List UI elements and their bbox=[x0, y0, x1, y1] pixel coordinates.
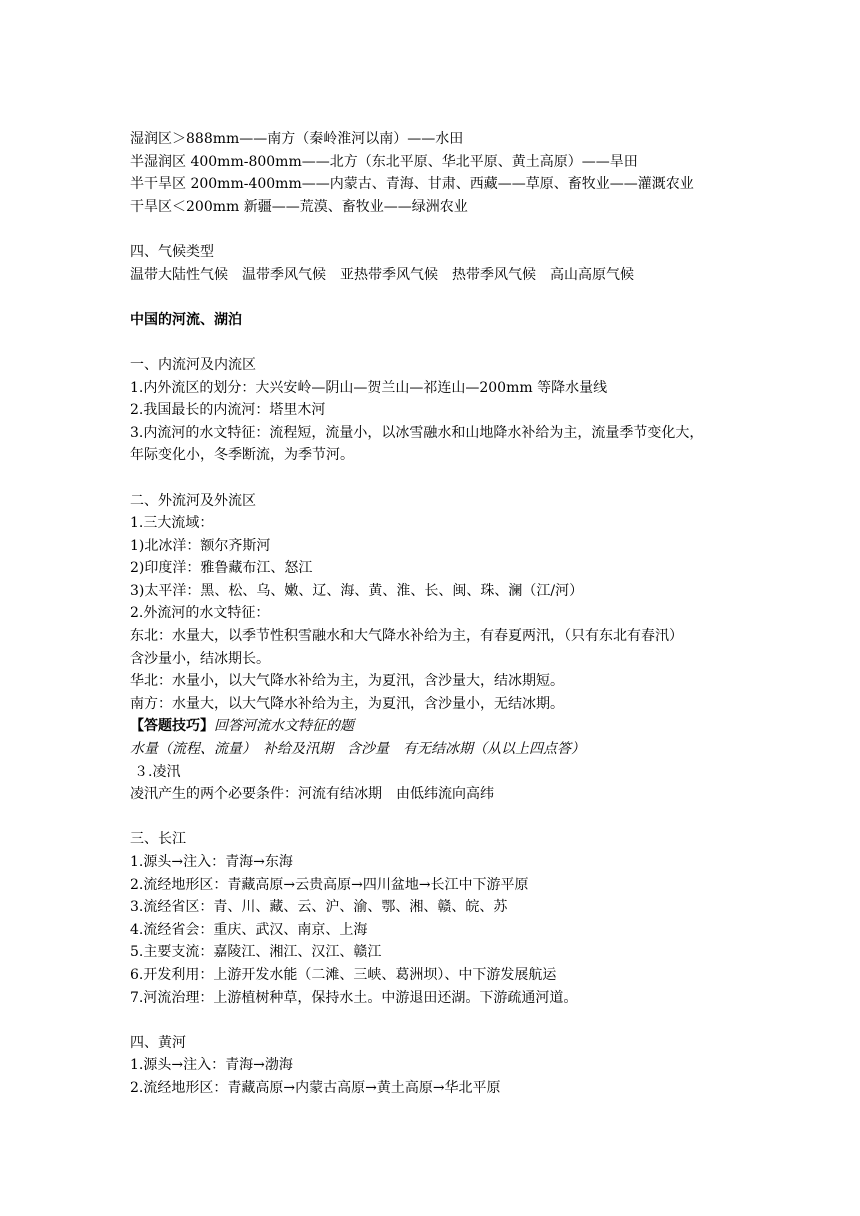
text-line: 1.源头→注入：青海→东海 bbox=[130, 854, 293, 870]
text-line: 3.流经省区：青、川、藏、云、沪、渝、鄂、湘、赣、皖、苏 bbox=[130, 899, 508, 916]
text-line: 干旱区＜200mm 新疆——荒漠、畜牧业——绿洲农业 bbox=[130, 198, 468, 215]
text-line: 湿润区＞888mm——南方（秦岭淮河以南）——水田 bbox=[130, 131, 464, 147]
tip-text: 回答河流水文特征的题 bbox=[214, 718, 354, 735]
text-line: 凌汛产生的两个必要条件：河流有结冰期 由低纬流向高纬 bbox=[130, 786, 494, 803]
text-line: 7.河流治理：上游植树种草，保持水土。中游退田还湖。下游疏通河道。 bbox=[130, 989, 578, 1006]
text-line: 3)太平洋：黑、松、乌、嫩、辽、海、黄、淮、长、闽、珠、澜（江/河） bbox=[130, 582, 584, 599]
text-line: 5.主要支流：嘉陵江、湘江、汉江、赣江 bbox=[130, 944, 382, 961]
spacer bbox=[130, 331, 740, 354]
section-heading: 二、外流河及外流区 bbox=[130, 492, 256, 509]
text-line: 2.外流河的水文特征： bbox=[130, 605, 270, 622]
tip-items: 水量（流程、流量） 补给及汛期 含沙量 有无结冰期（从以上四点答） bbox=[130, 741, 585, 758]
text-line: 东北：水量大，以季节性积雪融水和大气降水补给为主，有春夏两汛，（只有东北有春汛） bbox=[130, 628, 683, 645]
climate-types-list: 温带大陆性气候 温带季风气候 亚热带季风气候 热带季风气候 高山高原气候 bbox=[130, 266, 634, 283]
section-heading: 四、气候类型 bbox=[130, 243, 214, 260]
section-heading: 一、内流河及内流区 bbox=[130, 356, 256, 373]
text-line: 年际变化小，冬季断流，为季节河。 bbox=[130, 447, 354, 464]
text-line: 半湿润区 400mm-800mm——北方（东北平原、华北平原、黄土高原）——旱田 bbox=[130, 153, 638, 170]
spacer bbox=[130, 806, 740, 829]
climate-zones-block bbox=[130, 128, 740, 218]
spacer bbox=[130, 218, 740, 241]
section-heading: 三、长江 bbox=[130, 831, 186, 848]
text-line: 南方：水量大，以大气降水补给为主，为夏汛，含沙量小，无结冰期。 bbox=[130, 695, 564, 712]
text-line: 1.内外流区的划分：大兴安岭—阴山—贺兰山—祁连山—200mm 等降水量线 bbox=[130, 379, 608, 396]
text-line: 4.流经省会：重庆、武汉、南京、上海 bbox=[130, 921, 368, 938]
text-line: 2.我国最长的内流河：塔里木河 bbox=[130, 402, 326, 419]
text-line: 2.流经地形区：青藏高原→内蒙古高原→黄土高原→华北平原 bbox=[130, 1079, 501, 1096]
text-line: 6.开发利用：上游开发水能（二滩、三峡、葛洲坝）、中下游发展航运 bbox=[130, 966, 557, 983]
text-line: 3.内流河的水文特征：流程短，流量小，以冰雪融水和山地降水补给为主，流量季节变化大， bbox=[130, 424, 704, 441]
subsection-heading: ３.凌汛 bbox=[134, 763, 181, 780]
text-line: 2.流经地形区：青藏高原→云贵高原→四川盆地→长江中下游平原 bbox=[130, 876, 529, 893]
spacer bbox=[130, 1009, 740, 1032]
text-line: 2)印度洋：雅鲁藏布江、怒江 bbox=[130, 560, 313, 577]
chapter-title: 中国的河流、湖泊 bbox=[130, 311, 242, 328]
text-line: 1)北冰洋：额尔齐斯河 bbox=[130, 537, 271, 554]
section-heading: 四、黄河 bbox=[130, 1034, 186, 1051]
document-page bbox=[130, 128, 740, 1100]
text-line: 1.三大流域： bbox=[130, 515, 214, 532]
text-line: 华北：水量小，以大气降水补给为主，为夏汛，含沙量大，结冰期短。 bbox=[130, 673, 564, 690]
text-line: 含沙量小，结冰期长。 bbox=[130, 650, 270, 667]
text-line: 半干旱区 200mm-400mm——内蒙古、青海、甘肃、西藏——草原、畜牧业——灌溉农业 bbox=[130, 176, 694, 193]
text-line: 1.源头→注入：青海→渤海 bbox=[130, 1057, 293, 1074]
spacer bbox=[130, 467, 740, 490]
tip-label: 【答题技巧】 bbox=[130, 718, 214, 735]
answer-tip bbox=[130, 715, 740, 738]
spacer bbox=[130, 286, 740, 309]
